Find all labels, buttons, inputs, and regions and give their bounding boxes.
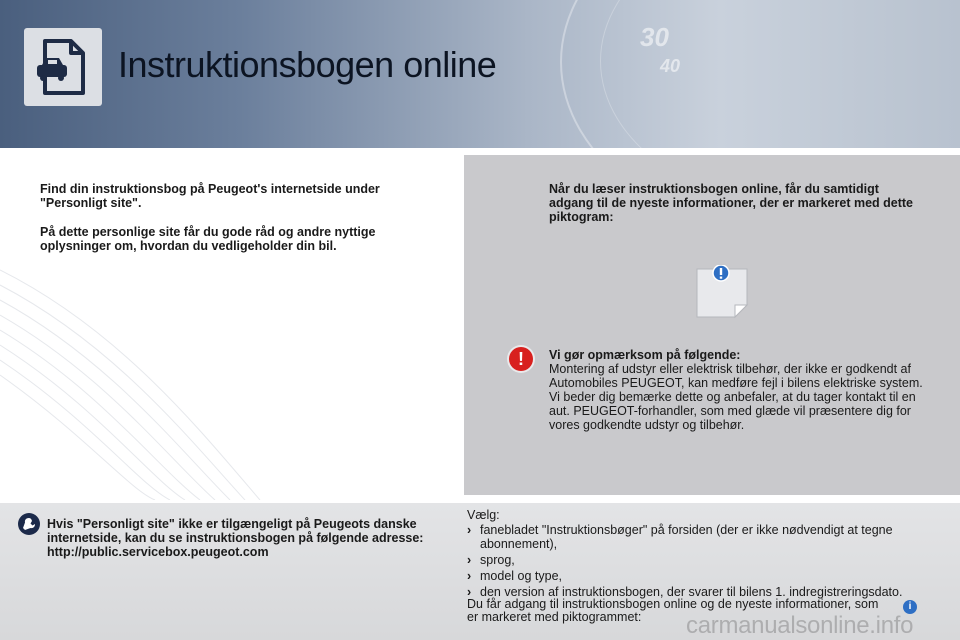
chevron-right-icon: › <box>467 585 472 599</box>
list-item: › model og type, <box>467 569 562 583</box>
personal-site-paragraph: På dette personlige site får du gode råd og andre nyttige oplysninger om, hvordan du vedligeholder din bil. <box>40 225 376 253</box>
chevron-right-icon: › <box>467 569 472 583</box>
gauge-number-30: 30 <box>640 22 669 52</box>
new-info-document-icon <box>695 265 749 319</box>
page-title: Instruktionsbogen online <box>118 44 497 85</box>
exclamation-icon: ! <box>509 347 533 371</box>
choose-instructions <box>467 508 937 601</box>
chevron-right-icon: › <box>467 523 472 537</box>
wrench-icon <box>18 513 40 535</box>
online-intro-text: Når du læser instruktionsbogen online, får du samtidigt adgang til de nyeste informationer, der er markeret med dette piktogram: <box>549 182 913 224</box>
warning-title: Vi gør opmærksom på følgende: <box>549 348 741 362</box>
list-item: › den version af instruktionsbogen, der svarer til bilens 1. indregistreringsdato. <box>467 585 903 599</box>
intro-paragraph: Find din instruktionsbog på Peugeot's internetside under "Personligt site". <box>40 182 380 210</box>
left-column-text <box>40 182 400 268</box>
choose-list <box>467 523 937 599</box>
list-item: › sprog, <box>467 553 515 567</box>
gauge-number-40: 40 <box>660 56 681 76</box>
info-icon: i <box>903 600 917 614</box>
decorative-wave-lines <box>0 250 470 500</box>
warning-body: Montering af udstyr eller elektrisk tilbehør, der ikke er godkendt af Automobiles PEUGEOT, kan medføre fejl i bilens elektriske system. Vi beder dig bemærke dette og anbefaler, at du tager kontakt til en aut. PEUGEOT-forhandler, som med glæde vil præsentere dig for vores godkendte udstyr og tilbehør. <box>549 362 923 432</box>
watermark: carmanualsonline.info <box>686 612 914 639</box>
chevron-right-icon: › <box>467 553 472 567</box>
choose-title: Vælg: <box>467 508 500 522</box>
list-item: › fanebladet "Instruktionsbøger" på forsiden (der er ikke nødvendigt at tegne abonnement), <box>467 523 893 551</box>
alternate-address-tip: Hvis "Personligt site" ikke er tilgængeligt på Peugeots danske internetside, kan du se instruktionsbogen på følgende adresse: http://public.servicebox.peugeot.com <box>47 517 424 559</box>
car-manual-icon <box>24 28 102 106</box>
warning-note <box>549 348 929 432</box>
footer-note: Du får adgang til instruktionsbogen online og de nyeste informationer, som er markeret med piktogrammet: <box>467 597 879 624</box>
